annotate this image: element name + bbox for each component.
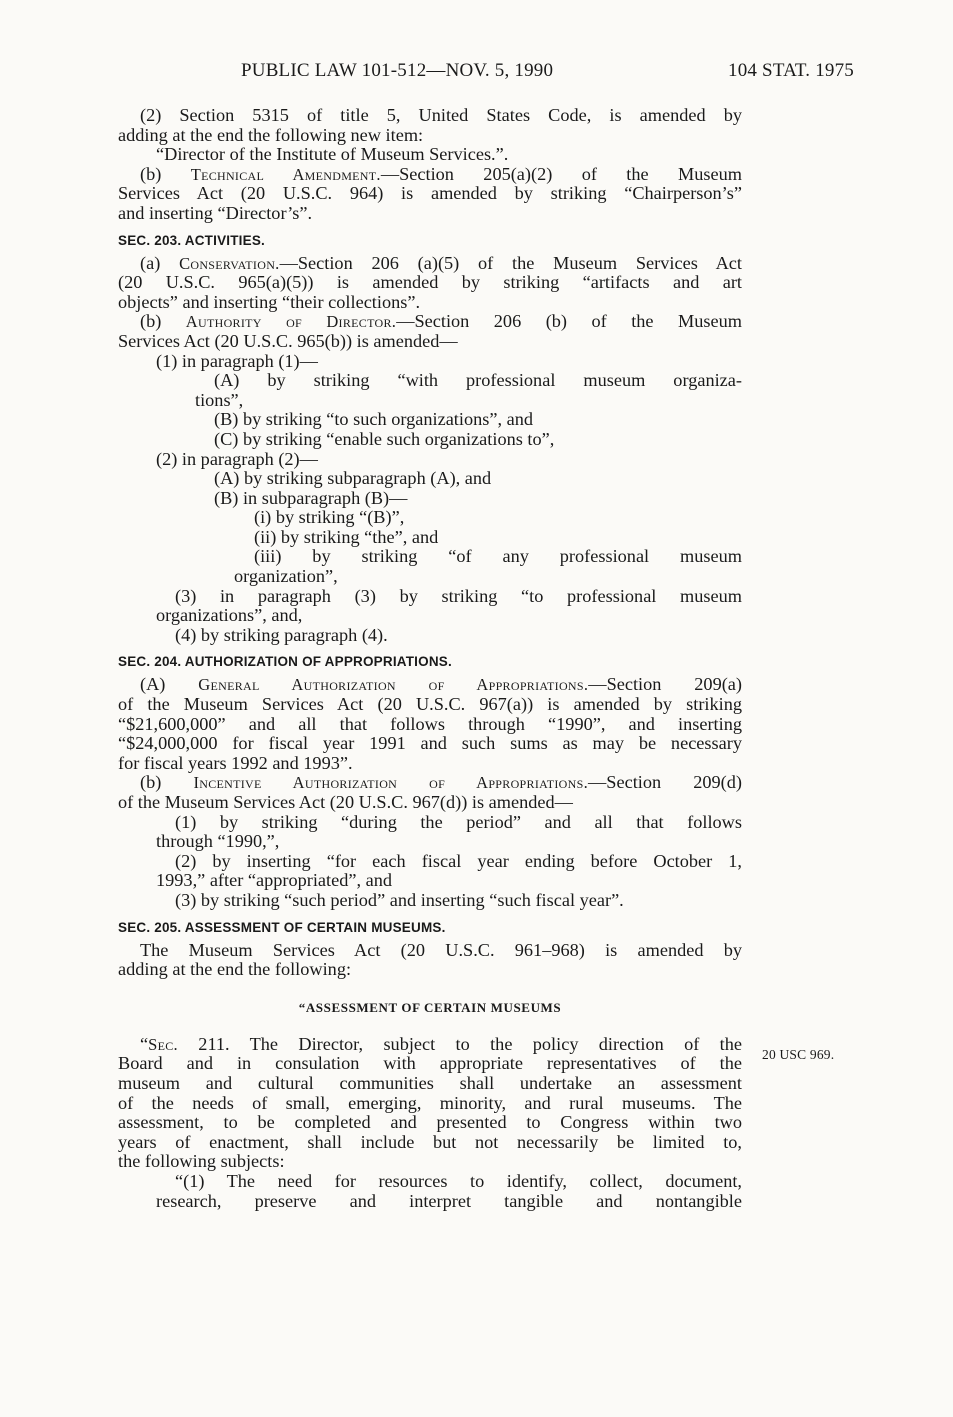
list-item: (1) by striking “during the period” and all that follows — [175, 811, 742, 832]
text-line: (2) Section 5315 of title 5, United States Code, is amended by — [140, 105, 742, 125]
list-item: through “1990,”, — [156, 831, 280, 852]
run-in-heading: Authority of Director. — [185, 312, 397, 332]
section-heading-205: SEC. 205. ASSESSMENT OF CERTAIN MUSEUMS. — [118, 919, 446, 935]
text-line: years of enactment, shall include but not necessarily be limited to, — [118, 1131, 742, 1152]
list-item: (1) in paragraph (1)— — [156, 350, 318, 371]
text-line: museum and cultural communities shall undertake an assessment — [118, 1072, 742, 1093]
paragraph-sec-211: “Sec. 211. The Director, subject to the policy direction of the — [140, 1033, 742, 1054]
list-item: 1993,” after “appropriated”, and — [156, 870, 393, 891]
list-item: tions”, — [195, 389, 244, 410]
run-in-heading: General Authorization of Appropriations. — [198, 675, 589, 695]
text-line: and inserting “Director’s”. — [118, 202, 313, 223]
list-item: (A) by striking “with professional museum organiza- — [214, 370, 742, 391]
body-column — [118, 106, 742, 1211]
paragraph-incentive-authorization: (b) Incentive Authorization of Appropriations.—Section 209(d) — [140, 772, 742, 793]
text-line: research, preserve and interpret tangible and nontangible — [156, 1190, 742, 1211]
text-line: of the Museum Services Act (20 U.S.C. 967(d)) is amended— — [118, 792, 573, 812]
page-stat-number: 104 STAT. 1975 — [728, 60, 855, 81]
list-item: (B) by striking “to such organizations”, and — [214, 409, 534, 430]
quoted-section-title: “ASSESSMENT OF CERTAIN MUSEUMS — [298, 999, 562, 1015]
text-line: “(1) The need for resources to identify, collect, document, — [175, 1170, 742, 1191]
text-line: (20 U.S.C. 965(a)(5)) is amended by striking “artifacts and art — [118, 272, 742, 293]
run-in-heading: Conservation. — [179, 253, 280, 273]
text-line: Services Act (20 U.S.C. 964) is amended by striking “Chairperson’s” — [118, 183, 742, 204]
section-heading-204: SEC. 204. AUTHORIZATION OF APPROPRIATIONS. — [118, 654, 452, 670]
list-item: (B) in subparagraph (B)— — [214, 487, 408, 508]
paragraph-authority: (b) Authority of Director.—Section 206 (b) of the Museum — [140, 311, 742, 332]
paragraph-conservation: (a) Conservation.—Section 206 (a)(5) of the Museum Services Act — [140, 252, 742, 273]
run-in-heading: Technical Amendment. — [190, 164, 381, 184]
list-item: (2) in paragraph (2)— — [156, 448, 318, 469]
list-item: (A) by striking subparagraph (A), and — [214, 468, 492, 489]
list-item: (2) by inserting “for each fiscal year ending before October 1, — [175, 850, 742, 871]
text-line: Board and in consulation with appropriate representatives of the — [118, 1053, 742, 1074]
section-heading-203: SEC. 203. ACTIVITIES. — [118, 232, 265, 248]
margin-citation: 20 USC 969. — [762, 1047, 835, 1062]
text-line: The Museum Services Act (20 U.S.C. 961–968) is amended by — [140, 939, 742, 960]
list-item: (C) by striking “enable such organizations to”, — [214, 428, 555, 449]
list-item: (i) by striking “(B)”, — [254, 507, 405, 528]
running-header-title: PUBLIC LAW 101-512—NOV. 5, 1990 — [241, 60, 554, 81]
list-item: (3) in paragraph (3) by striking “to professional museum — [175, 585, 742, 606]
paragraph-general-authorization: (A) General Authorization of Appropriations.—Section 209(a) — [140, 674, 743, 695]
text-line: for fiscal years 1992 and 1993”. — [118, 752, 353, 773]
paragraph-technical-amendment: (b) Technical Amendment.—Section 205(a)(2) of the Museum — [140, 163, 742, 184]
list-item: organizations”, and, — [156, 605, 303, 626]
list-item: (4) by striking paragraph (4). — [175, 624, 388, 645]
text-line: adding at the end the following new item: — [118, 124, 424, 145]
text-line: “$24,000,000 for fiscal year 1991 and such sums as may be necessary — [118, 733, 742, 754]
text-line: the following subjects: — [118, 1151, 285, 1172]
text-line: “$21,600,000” and all that follows through “1990”, and inserting — [118, 713, 742, 734]
list-item: (iii) by striking “of any professional museum — [254, 546, 742, 567]
list-item: (ii) by striking “the”, and — [254, 526, 439, 547]
list-item: organization”, — [234, 566, 338, 587]
text-line: assessment, to be completed and presented to Congress within two — [118, 1112, 742, 1133]
text-line: of the Museum Services Act (20 U.S.C. 967(a)) is amended by striking — [118, 694, 742, 715]
run-in-heading: Sec. — [148, 1034, 178, 1054]
text-line: of the needs of small, emerging, minority, and rural museums. The — [118, 1092, 742, 1113]
text-line: adding at the end the following: — [118, 959, 352, 980]
text-line: “Director of the Institute of Museum Services.”. — [156, 144, 509, 165]
list-item: (3) by striking “such period” and inserting “such fiscal year”. — [175, 889, 624, 910]
text-line: objects” and inserting “their collections”. — [118, 291, 421, 312]
text-line: Services Act (20 U.S.C. 965(b)) is amended— — [118, 330, 458, 351]
run-in-heading: Incentive Authorization of Appropriations. — [193, 773, 589, 793]
